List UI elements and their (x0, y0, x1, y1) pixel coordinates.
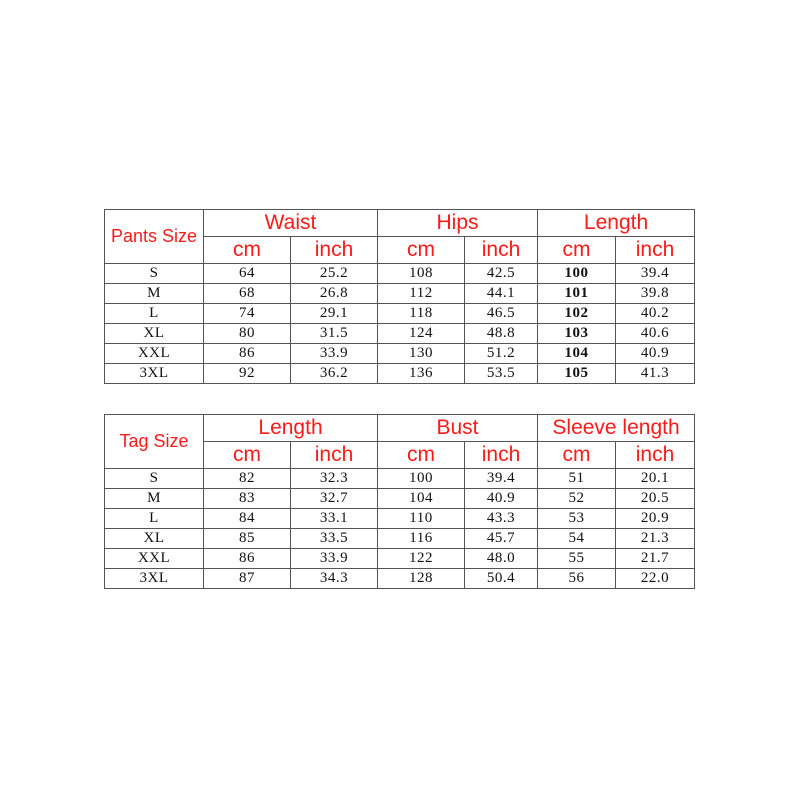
value-cell: 74 (204, 304, 291, 324)
unit-header: inch (616, 442, 695, 469)
value-cell: 87 (204, 569, 291, 589)
value-cell: 86 (204, 344, 291, 364)
size-cell: 3XL (105, 569, 204, 589)
value-cell: 31.5 (291, 324, 378, 344)
value-cell: 33.1 (291, 509, 378, 529)
value-cell: 48.8 (465, 324, 538, 344)
value-cell: 48.0 (465, 549, 538, 569)
value-cell: 40.9 (616, 344, 695, 364)
table-row (105, 324, 695, 344)
tag-size-table (104, 414, 695, 589)
table-row (105, 344, 695, 364)
value-cell: 56 (538, 569, 616, 589)
pants-size-table (104, 209, 695, 384)
sleeve-length-header: Sleeve length (538, 415, 695, 442)
unit-header: cm (538, 442, 616, 469)
length-header: Length (538, 210, 695, 237)
value-cell: 130 (378, 344, 465, 364)
value-cell: 39.4 (465, 469, 538, 489)
value-cell: 80 (204, 324, 291, 344)
size-cell: XL (105, 529, 204, 549)
value-cell: 85 (204, 529, 291, 549)
unit-header: cm (378, 237, 465, 264)
group-header-row (105, 415, 695, 442)
value-cell: 44.1 (465, 284, 538, 304)
value-cell: 110 (378, 509, 465, 529)
value-cell: 20.1 (616, 469, 695, 489)
value-cell: 40.2 (616, 304, 695, 324)
value-cell: 54 (538, 529, 616, 549)
unit-header: inch (616, 237, 695, 264)
value-cell: 101 (538, 284, 616, 304)
value-cell: 55 (538, 549, 616, 569)
value-cell: 29.1 (291, 304, 378, 324)
unit-header: inch (291, 442, 378, 469)
value-cell: 20.5 (616, 489, 695, 509)
size-cell: M (105, 489, 204, 509)
size-cell: L (105, 304, 204, 324)
value-cell: 51.2 (465, 344, 538, 364)
value-cell: 45.7 (465, 529, 538, 549)
value-cell: 83 (204, 489, 291, 509)
value-cell: 84 (204, 509, 291, 529)
length-header: Length (204, 415, 378, 442)
table-row (105, 304, 695, 324)
value-cell: 46.5 (465, 304, 538, 324)
value-cell: 52 (538, 489, 616, 509)
table-row (105, 509, 695, 529)
unit-header: cm (204, 237, 291, 264)
value-cell: 103 (538, 324, 616, 344)
value-cell: 68 (204, 284, 291, 304)
unit-header: inch (291, 237, 378, 264)
value-cell: 36.2 (291, 364, 378, 384)
value-cell: 104 (538, 344, 616, 364)
group-header-row (105, 210, 695, 237)
value-cell: 43.3 (465, 509, 538, 529)
value-cell: 82 (204, 469, 291, 489)
value-cell: 118 (378, 304, 465, 324)
waist-header: Waist (204, 210, 378, 237)
bust-header: Bust (378, 415, 538, 442)
value-cell: 112 (378, 284, 465, 304)
value-cell: 33.5 (291, 529, 378, 549)
size-cell: 3XL (105, 364, 204, 384)
unit-header: cm (538, 237, 616, 264)
value-cell: 92 (204, 364, 291, 384)
value-cell: 32.7 (291, 489, 378, 509)
value-cell: 102 (538, 304, 616, 324)
tag-table-body (105, 469, 695, 589)
value-cell: 39.8 (616, 284, 695, 304)
table-row (105, 469, 695, 489)
value-cell: 42.5 (465, 264, 538, 284)
value-cell: 20.9 (616, 509, 695, 529)
value-cell: 41.3 (616, 364, 695, 384)
size-cell: XXL (105, 344, 204, 364)
table-row (105, 569, 695, 589)
value-cell: 86 (204, 549, 291, 569)
unit-header: inch (465, 237, 538, 264)
value-cell: 21.3 (616, 529, 695, 549)
value-cell: 25.2 (291, 264, 378, 284)
size-cell: XXL (105, 549, 204, 569)
table-row (105, 529, 695, 549)
value-cell: 100 (378, 469, 465, 489)
pants-size-label: Pants Size (105, 210, 204, 264)
value-cell: 32.3 (291, 469, 378, 489)
value-cell: 53.5 (465, 364, 538, 384)
value-cell: 40.6 (616, 324, 695, 344)
hips-header: Hips (378, 210, 538, 237)
value-cell: 53 (538, 509, 616, 529)
tag-size-label: Tag Size (105, 415, 204, 469)
value-cell: 136 (378, 364, 465, 384)
size-cell: XL (105, 324, 204, 344)
value-cell: 40.9 (465, 489, 538, 509)
table-row (105, 364, 695, 384)
value-cell: 33.9 (291, 549, 378, 569)
value-cell: 105 (538, 364, 616, 384)
value-cell: 50.4 (465, 569, 538, 589)
unit-header: cm (204, 442, 291, 469)
value-cell: 122 (378, 549, 465, 569)
unit-header: inch (465, 442, 538, 469)
value-cell: 22.0 (616, 569, 695, 589)
value-cell: 128 (378, 569, 465, 589)
value-cell: 39.4 (616, 264, 695, 284)
value-cell: 26.8 (291, 284, 378, 304)
value-cell: 100 (538, 264, 616, 284)
size-cell: L (105, 509, 204, 529)
value-cell: 21.7 (616, 549, 695, 569)
value-cell: 64 (204, 264, 291, 284)
value-cell: 104 (378, 489, 465, 509)
value-cell: 116 (378, 529, 465, 549)
value-cell: 124 (378, 324, 465, 344)
unit-header: cm (378, 442, 465, 469)
size-cell: S (105, 264, 204, 284)
value-cell: 108 (378, 264, 465, 284)
table-row (105, 284, 695, 304)
table-row (105, 489, 695, 509)
size-cell: S (105, 469, 204, 489)
table-row (105, 549, 695, 569)
value-cell: 33.9 (291, 344, 378, 364)
size-cell: M (105, 284, 204, 304)
value-cell: 51 (538, 469, 616, 489)
value-cell: 34.3 (291, 569, 378, 589)
table-row (105, 264, 695, 284)
pants-table-body (105, 264, 695, 384)
